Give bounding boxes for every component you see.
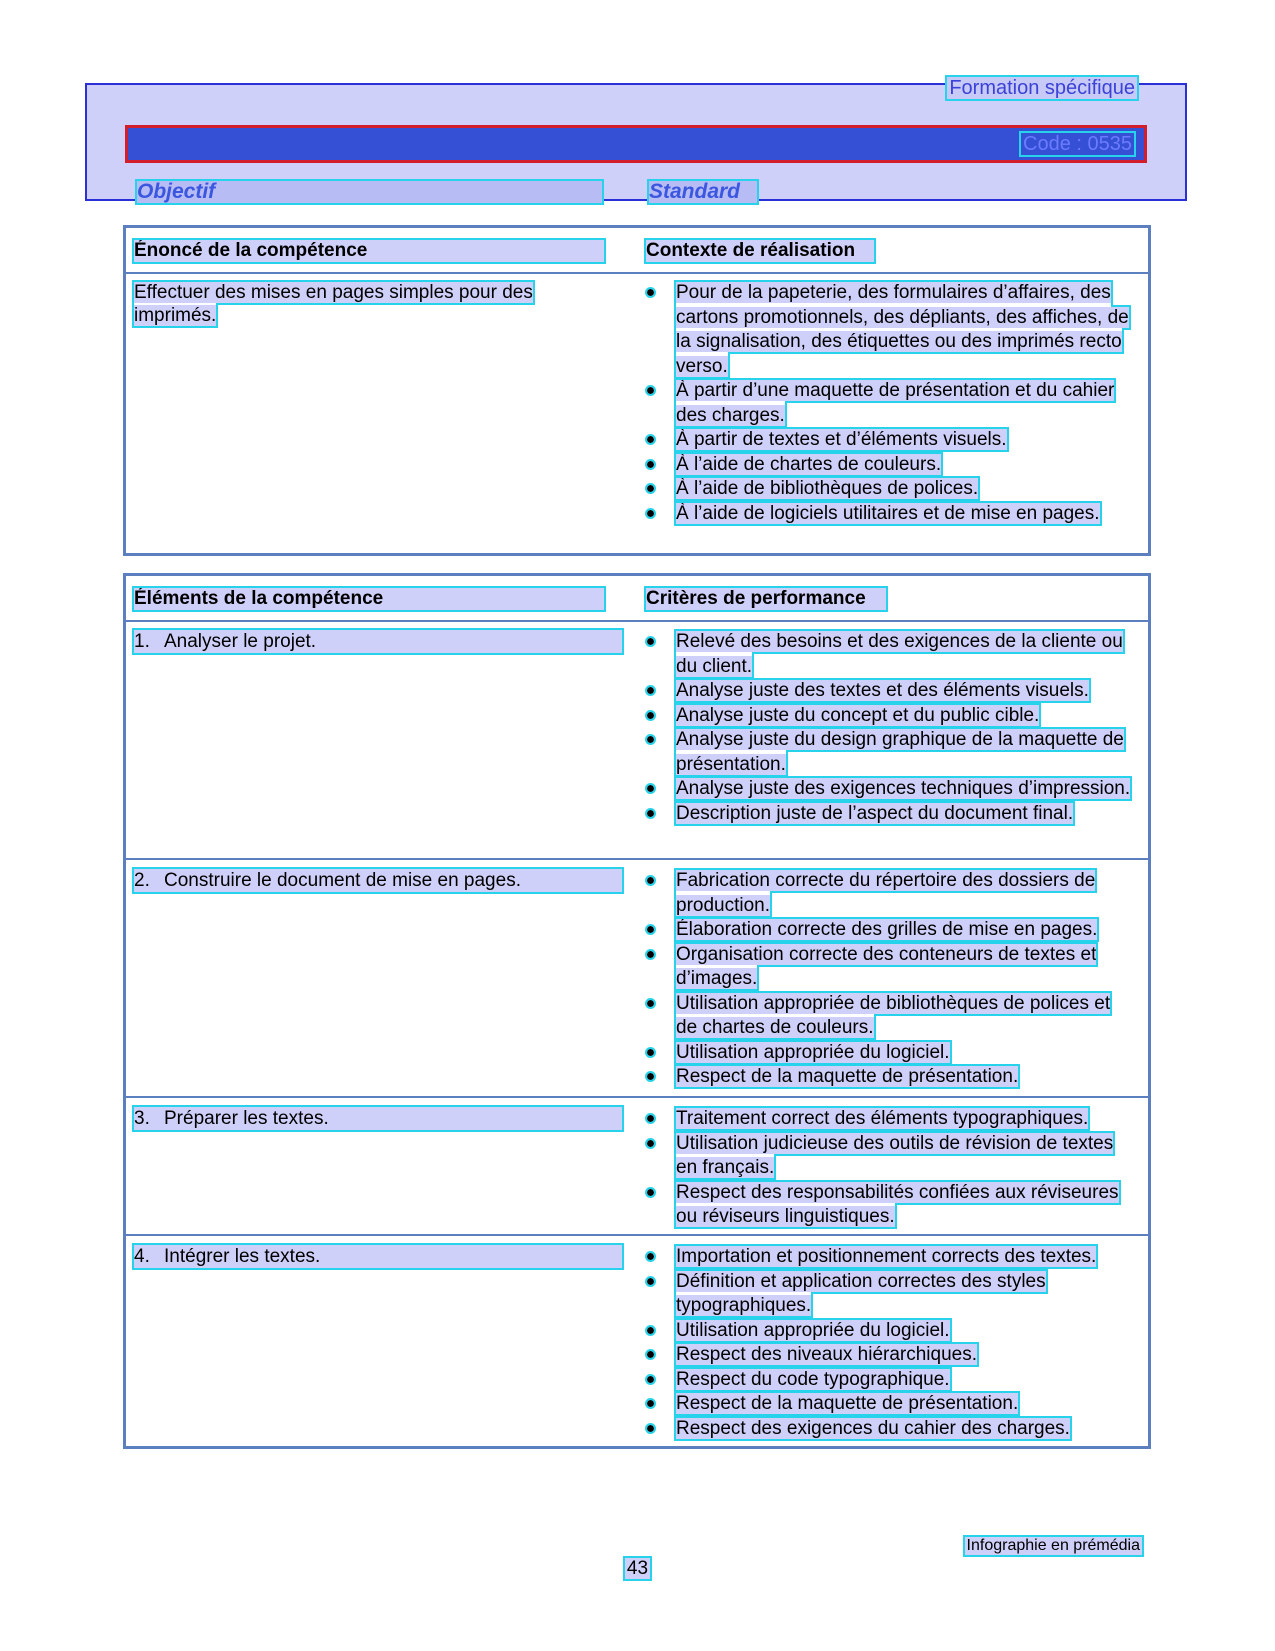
footer-program: Infographie en prémédia: [966, 1537, 1140, 1554]
list-item: Pour de la papeterie, des formulaires d’affaires, des cartons promotionnels, des dépliants, des affiches, de la signalisation, des étiquettes ou des imprimés recto verso.: [646, 281, 1136, 379]
table-row: [126, 272, 1148, 556]
table-row: [126, 858, 1148, 1096]
element-number: 3. Préparer les textes.: [134, 1108, 329, 1129]
element-text: Analyser le projet.: [164, 631, 317, 652]
element-text: Préparer les textes.: [164, 1108, 329, 1129]
list-item: Analyse juste du concept et du public cible.: [646, 704, 1136, 729]
table-header-row: [126, 228, 1148, 272]
table-row: [126, 1096, 1148, 1234]
criteria-list: [646, 630, 1136, 826]
list-item: Respect des niveaux hiérarchiques.: [646, 1343, 1136, 1368]
elements-heading: Éléments de la compétence: [134, 588, 384, 609]
list-item: À l’aide de logiciels utilitaires et de mise en pages.: [646, 502, 1136, 527]
context-heading: Contexte de réalisation: [646, 240, 856, 261]
list-item: Respect de la maquette de présentation.: [646, 1065, 1136, 1090]
elements-table: [123, 573, 1151, 1449]
element-number: 2. Construire le document de mise en pages.: [134, 870, 521, 891]
list-item: Utilisation appropriée de bibliothèques de polices et de chartes de couleurs.: [646, 992, 1136, 1041]
standard-label: Standard: [649, 181, 757, 203]
list-item: Fabrication correcte du répertoire des dossiers de production.: [646, 869, 1136, 918]
list-item: À partir de textes et d’éléments visuels.: [646, 428, 1136, 453]
list-item: Élaboration correcte des grilles de mise en pages.: [646, 918, 1136, 943]
criteria-list: [646, 869, 1136, 1090]
list-item: Analyse juste des exigences techniques d’impression.: [646, 777, 1136, 802]
list-item: Respect des responsabilités confiées aux réviseures ou réviseurs linguistiques.: [646, 1181, 1136, 1230]
element-text: Construire le document de mise en pages.: [164, 870, 521, 891]
list-item: Définition et application correctes des styles typographiques.: [646, 1270, 1136, 1319]
list-item: Utilisation appropriée du logiciel.: [646, 1041, 1136, 1066]
criteria-heading: Critères de performance: [646, 588, 866, 609]
statement-heading: Énoncé de la compétence: [134, 240, 368, 261]
code-bar: [125, 125, 1147, 163]
objective-label: Objectif: [137, 181, 602, 203]
list-item: À l’aide de chartes de couleurs.: [646, 453, 1136, 478]
context-list: [646, 281, 1136, 526]
element-text: Intégrer les textes.: [164, 1246, 321, 1267]
page-number: 43: [626, 1558, 649, 1579]
competence-statement: Effectuer des mises en pages simples pour des imprimés.: [134, 282, 533, 326]
list-item: Analyse juste du design graphique de la maquette de présentation.: [646, 728, 1136, 777]
table-row: [126, 1234, 1148, 1452]
list-item: À partir d’une maquette de présentation et du cahier des charges.: [646, 379, 1136, 428]
criteria-list: [646, 1245, 1136, 1441]
header-title: Formation spécifique: [949, 77, 1135, 99]
list-item: Respect des exigences du cahier des charges.: [646, 1417, 1136, 1442]
header-band: [85, 77, 1187, 203]
element-number: 4. Intégrer les textes.: [134, 1246, 321, 1267]
list-item: Utilisation appropriée du logiciel.: [646, 1319, 1136, 1344]
code-label: Code : 0535: [1023, 133, 1132, 155]
list-item: Organisation correcte des conteneurs de textes et d’images.: [646, 943, 1136, 992]
list-item: Utilisation judicieuse des outils de révision de textes en français.: [646, 1132, 1136, 1181]
list-item: À l’aide de bibliothèques de polices.: [646, 477, 1136, 502]
list-item: Respect du code typographique.: [646, 1368, 1136, 1393]
list-item: Analyse juste des textes et des éléments visuels.: [646, 679, 1136, 704]
list-item: Importation et positionnement corrects des textes.: [646, 1245, 1136, 1270]
competence-table: [123, 225, 1151, 556]
list-item: Relevé des besoins et des exigences de la cliente ou du client.: [646, 630, 1136, 679]
list-item: Respect de la maquette de présentation.: [646, 1392, 1136, 1417]
list-item: Description juste de l’aspect du document final.: [646, 802, 1136, 827]
table-header-row: [126, 576, 1148, 620]
criteria-list: [646, 1107, 1136, 1230]
list-item: Traitement correct des éléments typographiques.: [646, 1107, 1136, 1132]
element-number: 1. Analyser le projet.: [134, 631, 317, 652]
table-row: [126, 620, 1148, 858]
